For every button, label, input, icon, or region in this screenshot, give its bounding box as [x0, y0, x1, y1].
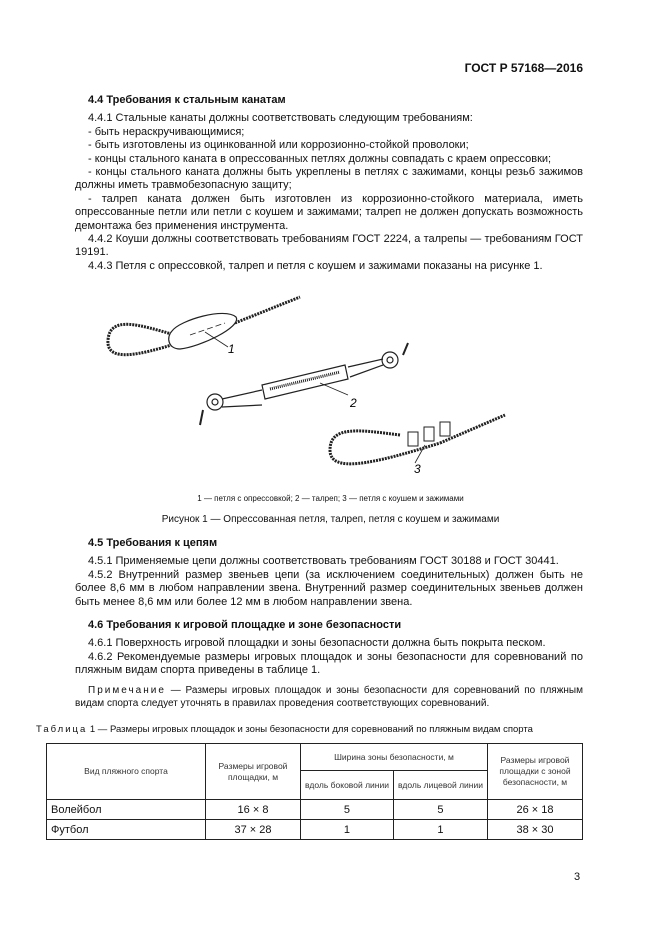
table-caption-text: 1 — Размеры игровых площадок и зоны безопасности для соревнований по пляжным видам спорта	[87, 724, 533, 735]
section-heading: 4.5 Требования к цепям	[88, 537, 218, 549]
section-4-5	[75, 537, 583, 609]
cell-court: 37 × 28	[206, 820, 301, 840]
figure-title: Рисунок 1 — Опрессованная петля, талреп, петля с коушем и зажимами	[161, 514, 500, 525]
note-label: Примечание	[88, 684, 166, 696]
figure-legend: 1 — петля с опрессовкой; 2 — талреп; 3 — петля с коушем и зажимами	[197, 494, 464, 503]
cell-side: 1	[301, 820, 394, 840]
figure-label-3: 3	[414, 462, 421, 476]
note-text: — Размеры игровых площадок и зоны безопасности для соревнований по пляжным видам спорта следует уточнять в правилах проведения соответствующих соревнований.	[75, 684, 583, 709]
header-side: вдоль боковой линии	[301, 771, 394, 800]
cell-total: 26 × 18	[488, 800, 583, 820]
header-zone: Ширина зоны безопасности, м	[301, 744, 488, 771]
header-end: вдоль лицевой линии	[393, 771, 487, 800]
cell-side: 5	[301, 800, 394, 820]
table-row	[47, 820, 583, 840]
paragraph: - концы стального каната должны быть укреплены в петлях с зажимами, концы резьб зажимов должны иметь травмобезопасную защиту;	[75, 166, 583, 192]
document-id: ГОСТ Р 57168—2016	[464, 61, 583, 75]
table-caption-label: Таблица	[36, 724, 88, 735]
table-row	[47, 800, 583, 820]
data-table	[46, 743, 583, 840]
header-total: Размеры игровой площадки с зоной безопасности, м	[488, 744, 583, 800]
paragraph: 4.5.2 Внутренний размер звеньев цепи (за исключением соединительных) должен быть не более 8,6 мм в любом направлении звена. Внутренний размер соединительных звеньев должен быть менее 8,6 мм или более 12 мм в любом направлении звена.	[75, 568, 583, 608]
figure-label-2: 2	[350, 396, 357, 410]
paragraph: 4.5.1 Применяемые цепи должны соответствовать требованиям ГОСТ 30188 и ГОСТ 30441.	[88, 555, 559, 568]
section-4-6	[75, 619, 583, 710]
paragraph: - быть нераскручивающимися;	[88, 125, 245, 138]
cell-sport: Футбол	[47, 820, 206, 840]
header-court: Размеры игровой площадки, м	[206, 744, 301, 800]
paragraph: 4.4.2 Коуши должны соответствовать требованиям ГОСТ 2224, а талрепы — требованиям ГОСТ 19191.	[75, 233, 583, 259]
cell-court: 16 × 8	[206, 800, 301, 820]
cell-sport: Волейбол	[47, 800, 206, 820]
note	[75, 684, 583, 710]
paragraph: - быть изготовлены из оцинкованной или коррозионно-стойкой проволоки;	[88, 139, 469, 152]
table-caption	[36, 724, 533, 735]
page-number: 3	[574, 871, 581, 883]
section-heading: 4.4 Требования к стальным канатам	[88, 94, 286, 106]
cell-end: 1	[393, 820, 487, 840]
paragraph: - концы стального каната в опрессованных петлях должны совпадать с краем опрессовки;	[88, 152, 552, 165]
paragraph: 4.4.3 Петля с опрессовкой, талреп и петля с коушем и зажимами показаны на рисунке 1.	[88, 259, 543, 272]
paragraph: - талреп каната должен быть изготовлен из коррозионно-стойкого материала, иметь опрессованные петли или петли с коушем и зажимами; талреп не должен допускать возможность демонтажа без применения инструмента.	[75, 192, 583, 232]
header-sport: Вид пляжного спорта	[47, 744, 206, 800]
section-heading: 4.6 Требования к игровой площадке и зоне безопасности	[88, 619, 402, 631]
figure-1-illustration	[0, 285, 661, 485]
paragraph: 4.6.2 Рекомендуемые размеры игровых площадок и зоны безопасности для соревнований по пляжным видам спорта приведены в таблице 1.	[75, 650, 583, 677]
section-4-4	[75, 94, 583, 273]
pressed-loop-drawing	[108, 297, 300, 355]
thimble-loop-drawing	[330, 415, 505, 464]
paragraph: 4.6.1 Поверхность игровой площадки и зоны безопасности должна быть покрыта песком.	[88, 637, 546, 650]
cell-end: 5	[393, 800, 487, 820]
cell-total: 38 × 30	[488, 820, 583, 840]
figure-label-1: 1	[228, 342, 235, 356]
paragraph: 4.4.1 Стальные канаты должны соответствовать следующим требованиям:	[88, 112, 473, 125]
